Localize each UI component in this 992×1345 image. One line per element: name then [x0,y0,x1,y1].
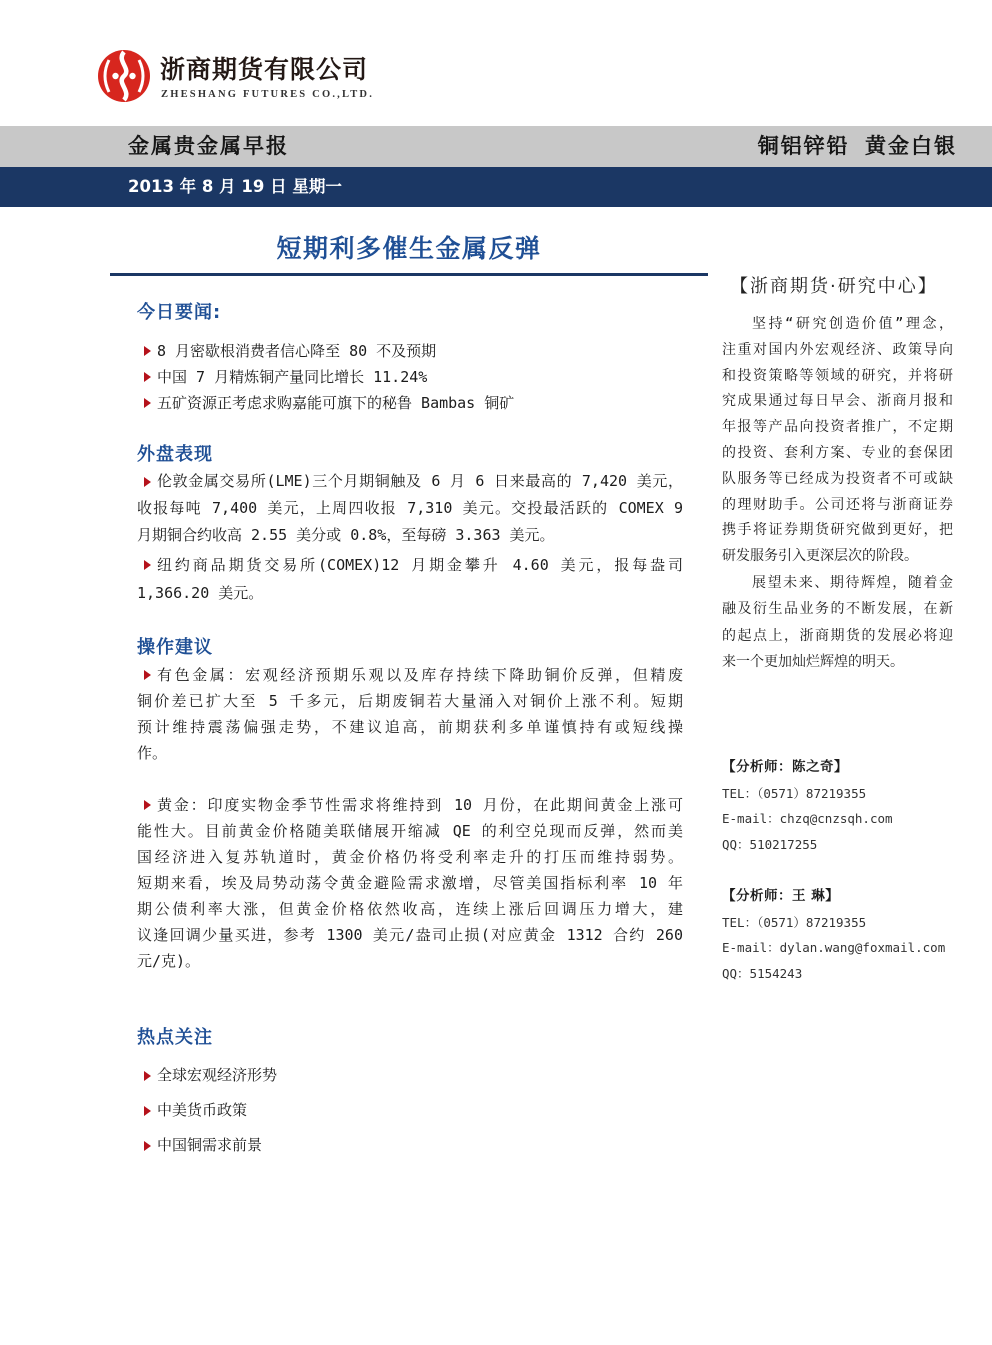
section-heading-hot-topics: 热点关注 [137,1027,213,1048]
sidebar-line: 来一个更加灿烂辉煌的明天。 [722,653,904,670]
sidebar-line: 的起点上，浙商期货的发展必将迎 [722,627,953,644]
paragraph-line [137,792,683,818]
paragraph-line-text: 纽约商品期货交易所(COMEX)12 月期金攀升 4.60 美元，报每盎司 [157,556,683,574]
paragraph-line: 能性大。目前黄金价格随美联储展开缩减 QE 的利空兑现而反弹，然而美 [137,822,683,840]
sidebar-line: 注重对国内外宏观经济、政策导向 [722,341,953,358]
paragraph-line: 铜价差已扩大至 5 千多元，后期废铜若大量涌入对铜价上涨不利。短期 [137,692,683,710]
analyst-tel: TEL：（0571）87219355 [722,785,867,801]
sidebar-heading: 【浙商期货·研究中心】 [730,276,938,297]
list-item-text: 中国 7 月精炼铜产量同比增长 11.24% [157,368,428,386]
list-item-text: 全球宏观经济形势 [157,1066,278,1084]
analyst-email: E-mail：dylan.wang@foxmail.com [722,940,946,956]
company-name-en: ZHESHANG FUTURES CO.,LTD. [161,89,375,100]
report-banner [0,126,992,167]
section-heading-news: 今日要闻: [137,302,222,323]
paragraph-line: 期公债利率大涨，但黄金价格依然收高，连续上涨后回调压力增大，建 [137,900,683,918]
paragraph-line [137,468,683,495]
analyst-label: 【分析师：王 琳】 [722,888,840,904]
sidebar-line: 携手将证券期货研究做到更好，把 [722,522,953,539]
analyst-label: 【分析师：陈之奇】 [722,759,848,775]
report-categories: 铜铝锌铅 黄金白银 [757,134,957,158]
list-item [137,1128,683,1163]
list-item-text: 中国铜需求前景 [157,1136,263,1154]
section-heading-overseas: 外盘表现 [137,444,213,465]
paragraph-line [137,662,683,688]
bullet-arrow-icon [144,1071,151,1081]
list-item [137,1058,683,1093]
company-name: 浙商期货有限公司 [160,55,369,84]
bullet-arrow-icon [144,1141,151,1151]
report-title: 短期利多催生金属反弹 [276,234,542,263]
bullet-arrow-icon [144,670,151,680]
list-item [137,390,683,416]
title-divider [110,273,708,276]
paragraph-line-text: 伦敦金属交易所(LME)三个月期铜触及 6 月 6 日来最高的 7,420 美元， [157,472,683,490]
bullet-arrow-icon [144,560,151,570]
bullet-arrow-icon [144,800,151,810]
paragraph-line: 短期来看，埃及局势动荡令黄金避险需求激增，尽管美国指标利率 10 年 [137,874,683,892]
bullet-arrow-icon [144,477,151,487]
analyst-tel: TEL：（0571）87219355 [722,914,867,930]
list-item-text: 五矿资源正考虑求购嘉能可旗下的秘鲁 Bambas 铜矿 [157,394,515,412]
sidebar-paragraph-outlook [722,570,953,675]
news-list [137,338,683,416]
list-item [137,1093,683,1128]
bullet-arrow-icon [144,1106,151,1116]
report-date: 2013 年 8 月 19 日 星期一 [128,177,342,196]
paragraph-line: 预计维持震荡偏强走势，不建议追高，前期获利多单谨慎持有或短线操 [137,718,683,736]
sidebar-line: 的理财助手。公司还将与浙商证券 [722,496,953,513]
list-item-text: 8 月密歇根消费者信心降至 80 不及预期 [157,342,437,360]
analyst-card [722,884,962,987]
paragraph-line [137,551,683,579]
list-item [137,364,683,390]
list-item [137,338,683,364]
bullet-arrow-icon [144,398,151,408]
hot-topics-list [137,1058,683,1163]
paragraph-comex [137,551,683,607]
paragraph-line: 元/克)。 [137,952,201,970]
paragraph-line: 议逢回调少量买进，参考 1300 美元/盎司止损(对应黄金 1312 合约 260 [137,926,683,944]
paragraph-line: 国经济进入复苏轨道时，黄金价格仍将受利率走升的打压而维持弱势。 [137,848,683,866]
analyst-qq: QQ：5154243 [722,966,803,982]
analyst-email: E-mail：chzq@cnzsqh.com [722,811,893,827]
date-bar [0,167,992,207]
paragraph-line: 作。 [137,744,168,762]
paragraph-line: 收报每吨 7,400 美元，上周四收报 7,310 美元。交投最活跃的 COMEX 9 [137,499,683,517]
zheshang-logo-icon [97,49,151,103]
analyst-qq: QQ：510217255 [722,837,818,853]
sidebar-line: 年报等产品向投资者推广，不定期 [722,419,953,436]
report-type: 金属贵金属早报 [128,134,289,158]
analyst-card [722,755,962,858]
sidebar-line: 研发服务引入更深层次的阶段。 [722,548,918,565]
paragraph-line-text: 有色金属：宏观经济预期乐观以及库存持续下降助铜价反弹，但精废 [157,666,683,684]
paragraph-line: 1,366.20 美元。 [137,584,264,602]
list-item-text: 中美货币政策 [157,1101,248,1119]
paragraph-line: 月期铜合约收高 2.55 美分或 0.8%，至每磅 3.363 美元。 [137,526,555,544]
sidebar-line: 坚持“研究创造价值”理念， [752,316,953,332]
sidebar-line: 和投资策略等领域的研究，并将研 [722,367,953,384]
bullet-arrow-icon [144,372,151,382]
sidebar-line: 展望未来、期待辉煌，随着金 [752,575,953,591]
section-heading-advice: 操作建议 [137,637,213,658]
sidebar-paragraph-mission [722,312,953,570]
sidebar-line: 队服务等已经成为投资者不可或缺 [722,470,953,487]
sidebar-line: 究成果通过每日早会、浙商月报和 [722,393,953,410]
sidebar-line: 的投资、套利方案、专业的套保团 [722,444,953,461]
paragraph-line-text: 黄金：印度实物金季节性需求将维持到 10 月份，在此期间黄金上涨可 [157,796,683,814]
sidebar-line: 融及衍生品业务的不断发展，在新 [722,601,953,618]
paragraph-lme [137,468,683,549]
paragraph-base-metals [137,662,683,766]
bullet-arrow-icon [144,346,151,356]
paragraph-gold [137,792,683,974]
